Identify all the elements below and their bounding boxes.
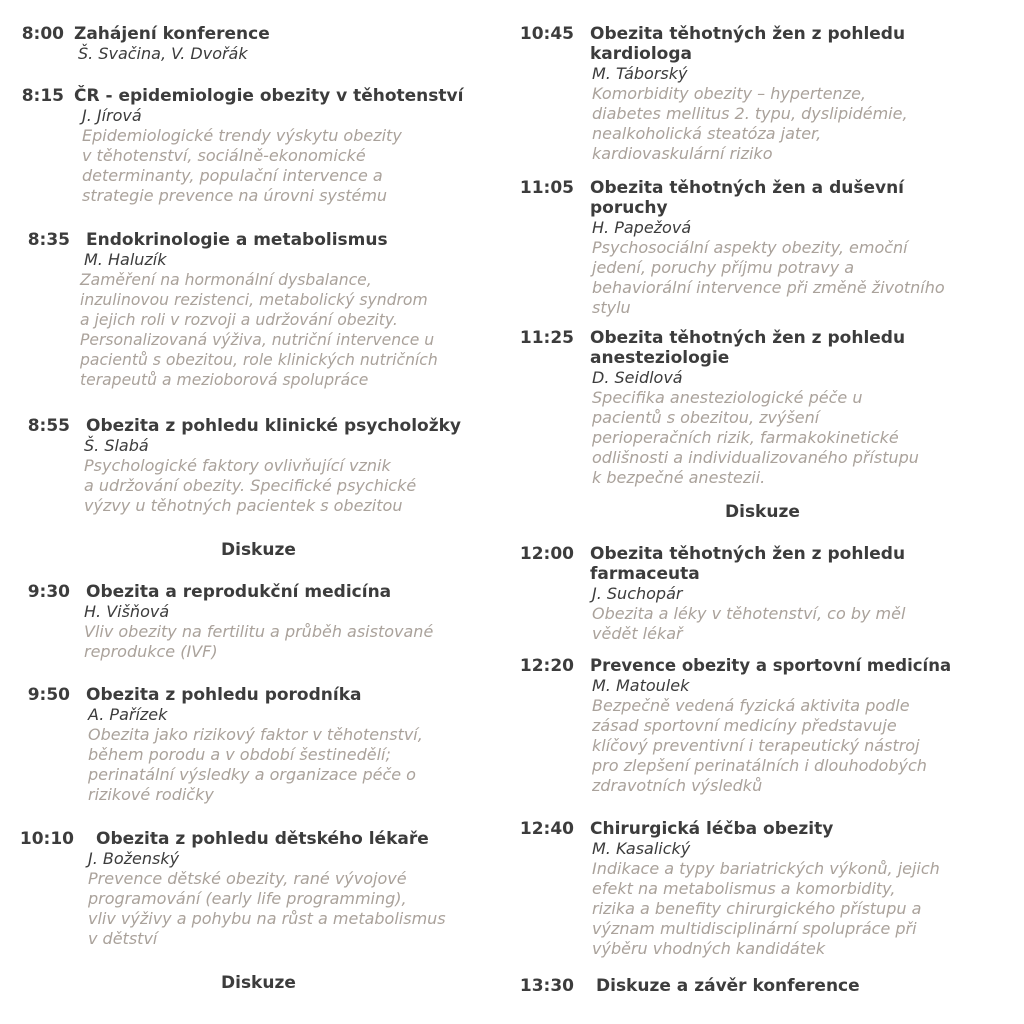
session-8-35 [0,230,500,390]
session-speaker: J. Boženský [88,849,180,868]
session-title: Obezita těhotných žen z pohledu anesteziologie [590,328,906,368]
session-time: 9:30 [27,582,70,602]
session-description: Komorbidity obezity – hypertenze, diabetes mellitus 2. typu, dyslipidémie, nealkoholická steatóza jater, kardiovaskulární riziko [592,84,908,163]
session-time: 12:00 [519,544,574,564]
session-description: Epidemiologické trendy výskytu obezity v těhotenství, sociálně-ekonomické determinanty, populační intervence a strategie prevence na úrovni systému [82,126,402,205]
session-title: Obezita a reprodukční medicína [86,582,392,602]
session-11-25 [512,328,1012,488]
session-time: 12:40 [519,819,574,839]
session-title: Obezita těhotných žen z pohledu farmaceuta [590,544,906,584]
session-title: ČR - epidemiologie obezity v těhotenství [74,86,464,106]
session-description: Indikace a typy bariatrických výkonů, jejich efekt na metabolismus a komorbidity, rizika a benefity chirurgického přístupu a význam multidisciplinární spolupráce při výběru vhodných kandidátek [592,859,940,958]
session-time: 13:30 [519,976,574,996]
session-time: 10:10 [19,829,74,849]
session-12-20 [512,656,1012,796]
session-description: Zaměření na hormonální dysbalance, inzulinovou rezistenci, metabolický syndrom a jejich roli v rozvoji a udržování obezity. Personalizovaná výživa, nutriční intervence u pacientů s obezitou, role klinických nutričních terapeutů a mezioborová spolupráce [80,271,438,389]
discussion-break: Diskuze [725,502,800,522]
session-description: Bezpečně vedená fyzická aktivita podle zásad sportovní medicíny představuje klíčový preventivní i terapeutický nástroj pro zlepšení perinatálních i dlouhodobých zdravotních výsledků [592,696,927,795]
session-speaker: J. Jírová [82,106,142,125]
session-title: Zahájení konference [74,24,270,44]
session-time: 11:25 [519,328,574,348]
session-description: Obezita a léky v těhotenství, co by měl vědět lékař [592,604,906,643]
session-time: 8:55 [27,416,70,436]
session-description: Obezita jako rizikový faktor v těhotenství, během porodu a v období šestinedělí; perinatální výsledky a organizace péče o rizikové rodičky [88,725,423,804]
session-title: Chirurgická léčba obezity [590,819,834,839]
session-title: Obezita z pohledu porodníka [86,685,362,705]
session-10-45 [512,24,1012,164]
session-time: 8:00 [21,24,64,44]
session-time: 8:15 [21,86,64,106]
session-speaker: M. Matoulek [592,676,690,695]
session-11-05 [512,178,1012,318]
session-title: Obezita těhotných žen z pohledu kardiologa [590,24,906,64]
session-time: 10:45 [519,24,574,44]
discussion-break: Diskuze [221,973,296,993]
session-speaker: A. Pařízek [88,705,168,724]
session-speaker: H. Papežová [592,218,692,237]
session-12-40 [512,819,1012,959]
session-8-00 [0,24,500,64]
session-speaker: Š. Slabá [84,436,149,455]
session-title: Endokrinologie a metabolismus [86,230,388,250]
session-title: Prevence obezity a sportovní medicína [590,656,952,675]
discussion-break: Diskuze [221,540,296,560]
session-description: Psychologické faktory ovlivňující vznik a udržování obezity. Specifické psychické výzvy u těhotných pacientek s obezitou [84,456,417,515]
session-speaker: M. Táborský [592,64,688,83]
session-speaker: Š. Svačina, V. Dvořák [78,44,248,63]
session-title: Obezita z pohledu klinické psycholožky [86,416,461,436]
session-8-55 [0,416,500,516]
session-time: 8:35 [27,230,70,250]
session-13-30 [512,976,1012,996]
session-time: 12:20 [519,656,574,676]
session-speaker: D. Seidlová [592,368,683,387]
session-time: 11:05 [519,178,574,198]
session-speaker: J. Suchopár [592,584,683,603]
session-9-30 [0,582,500,662]
session-title: Obezita těhotných žen a duševní poruchy [590,178,905,218]
session-time: 9:50 [27,685,70,705]
session-speaker: M. Kasalický [592,839,691,858]
session-description: Psychosociální aspekty obezity, emoční jedení, poruchy příjmu potravy a behaviorální intervence při změně životního stylu [592,238,945,317]
session-12-00 [512,544,1012,644]
session-9-50 [0,685,500,805]
session-description: Vliv obezity na fertilitu a průběh asistované reprodukce (IVF) [84,622,434,661]
session-speaker: M. Haluzík [84,250,167,269]
session-description: Prevence dětské obezity, rané vývojové programování (early life programming), vliv výživy a pohybu na růst a metabolismus v dětství [88,869,446,948]
session-8-15 [0,86,500,206]
session-10-10 [0,829,500,949]
session-title: Diskuze a závěr konference [596,976,860,996]
session-speaker: H. Višňová [84,602,170,621]
session-title: Obezita z pohledu dětského lékaře [96,829,429,849]
session-description: Specifika anesteziologické péče u pacientů s obezitou, zvýšení perioperačních rizik, farmakokinetické odlišnosti a individualizovaného přístupu k bezpečné anestezii. [592,388,919,487]
